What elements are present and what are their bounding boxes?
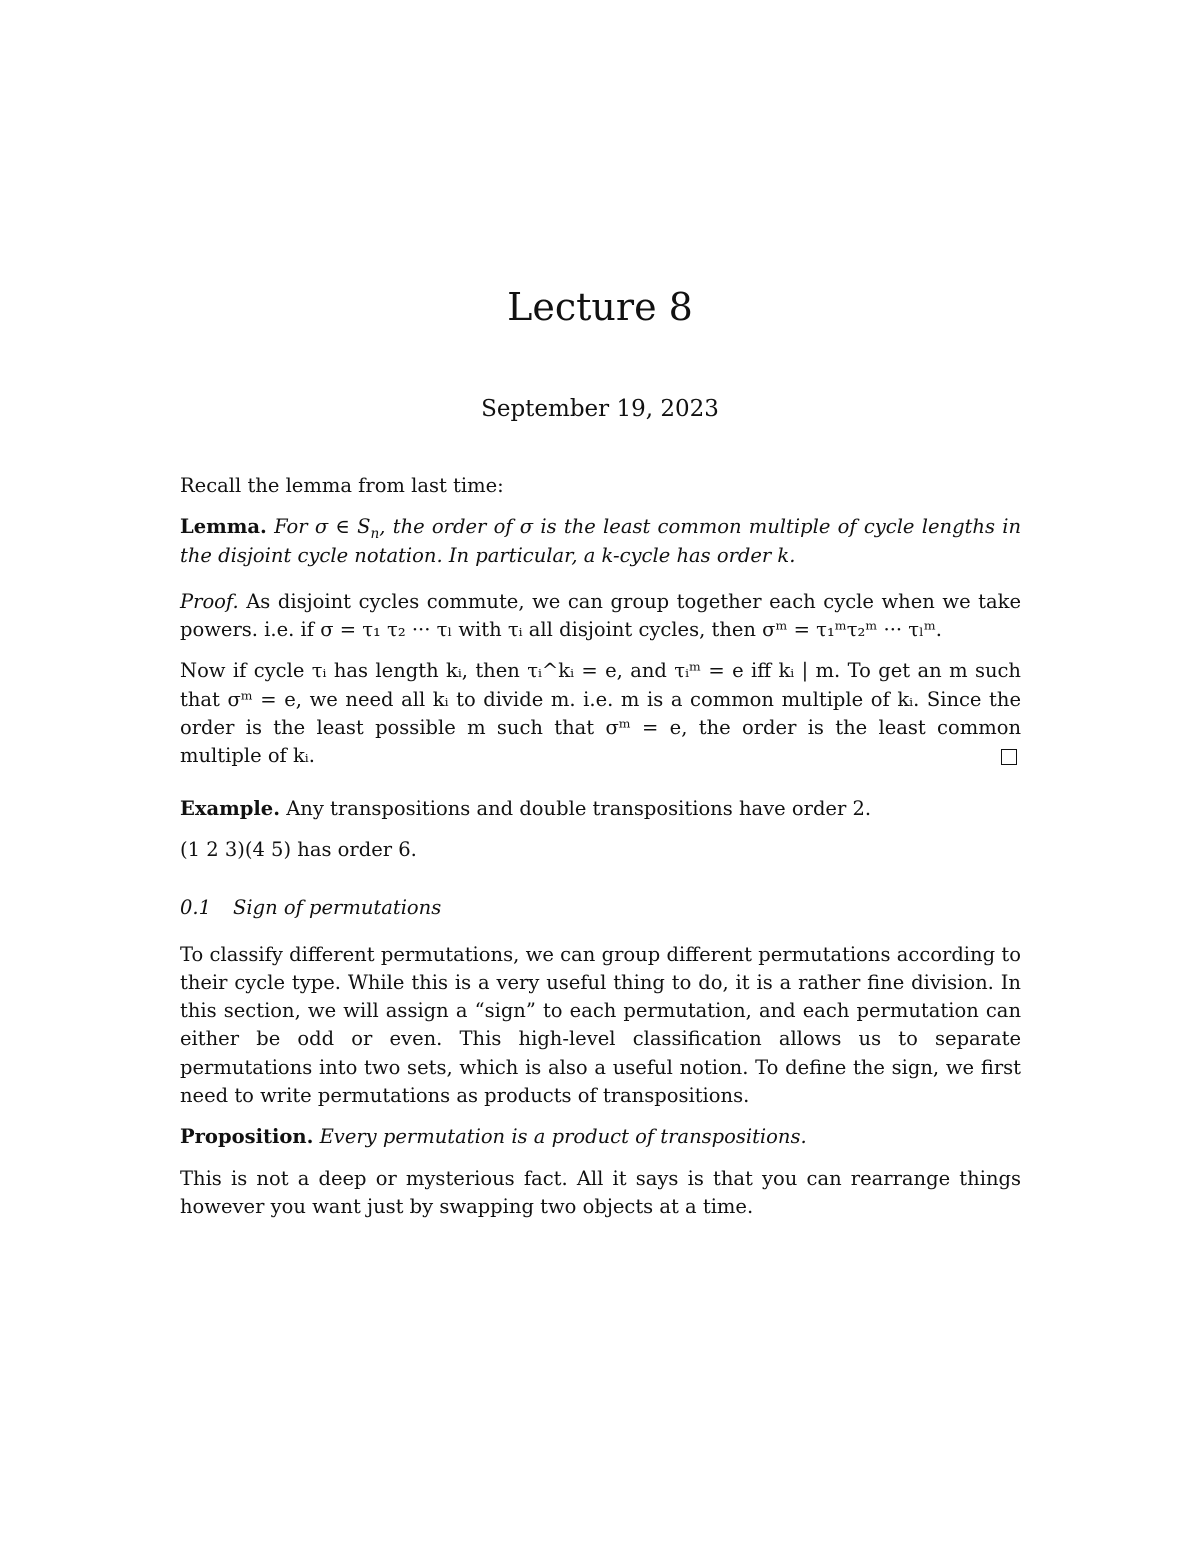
- closing-paragraph: This is not a deep or mysterious fact. All it says is that you can rearrange things however you want just by swapping two objects at a time.: [180, 1166, 1021, 1218]
- example-line-2: (1 2 3)(4 5) has order 6.: [180, 837, 417, 861]
- page-title: Lecture 8: [507, 285, 693, 329]
- lemma-label: Lemma.: [180, 515, 267, 539]
- proposition-label: Proposition.: [180, 1125, 314, 1149]
- example-paragraph: [180, 795, 1021, 823]
- document-body: [180, 472, 1021, 1221]
- proof-continued-paragraph: [180, 657, 1021, 770]
- proof-label: Proof.: [180, 589, 239, 613]
- page-date: September 19, 2023: [481, 396, 719, 422]
- section-heading: [180, 894, 1021, 922]
- section-paragraph: To classify different permutations, we can group different permutations according to their cycle type. While this is a very useful thing to do, it is a rather fine division. In this section, we will assign a “sign” to each permutation, and each permutation can either be odd or even. This high-level classification allows us to separate permutations into two sets, which is also a useful notion. To define the sign, we first need to write permutations as products of transpositions.: [180, 942, 1021, 1108]
- lemma-paragraph: [180, 513, 1021, 570]
- lemma-text-b: , the order of σ is the least common multiple of cycle lengths in the disjoint cycle notation. In particular, a k-cycle has order k.: [180, 515, 1022, 567]
- lemma-text-a: For σ ∈ S: [274, 515, 371, 539]
- section-title: Sign of permutations: [233, 896, 442, 920]
- proposition-paragraph: [180, 1123, 1021, 1151]
- proposition-text: Every permutation is a product of transpositions.: [319, 1125, 807, 1149]
- proof-continued-text: Now if cycle τᵢ has length kᵢ, then τᵢ^kᵢ = e, and τᵢᵐ = e iff kᵢ | m. To get an m such that σᵐ = e, we need all kᵢ to divide m. i.e. m is a common multiple of kᵢ. Since the order is the least possible m such that σᵐ = e, the order is the least common multiple of kᵢ.: [180, 659, 1021, 768]
- proof-text: As disjoint cycles commute, we can group together each cycle when we take powers. i.e. if σ = τ₁ τ₂ ··· τₗ with τᵢ all disjoint cycles, then σᵐ = τ₁ᵐτ₂ᵐ ··· τₗᵐ.: [180, 589, 1021, 642]
- qed-box-icon: [1001, 749, 1017, 765]
- example-text: Any transpositions and double transpositions have order 2.: [286, 796, 872, 820]
- lemma-subscript: n: [370, 526, 380, 543]
- intro-paragraph: Recall the lemma from last time:: [180, 474, 504, 497]
- example-label: Example.: [180, 796, 280, 820]
- section-number: 0.1: [180, 896, 212, 920]
- proof-paragraph: [180, 588, 1021, 645]
